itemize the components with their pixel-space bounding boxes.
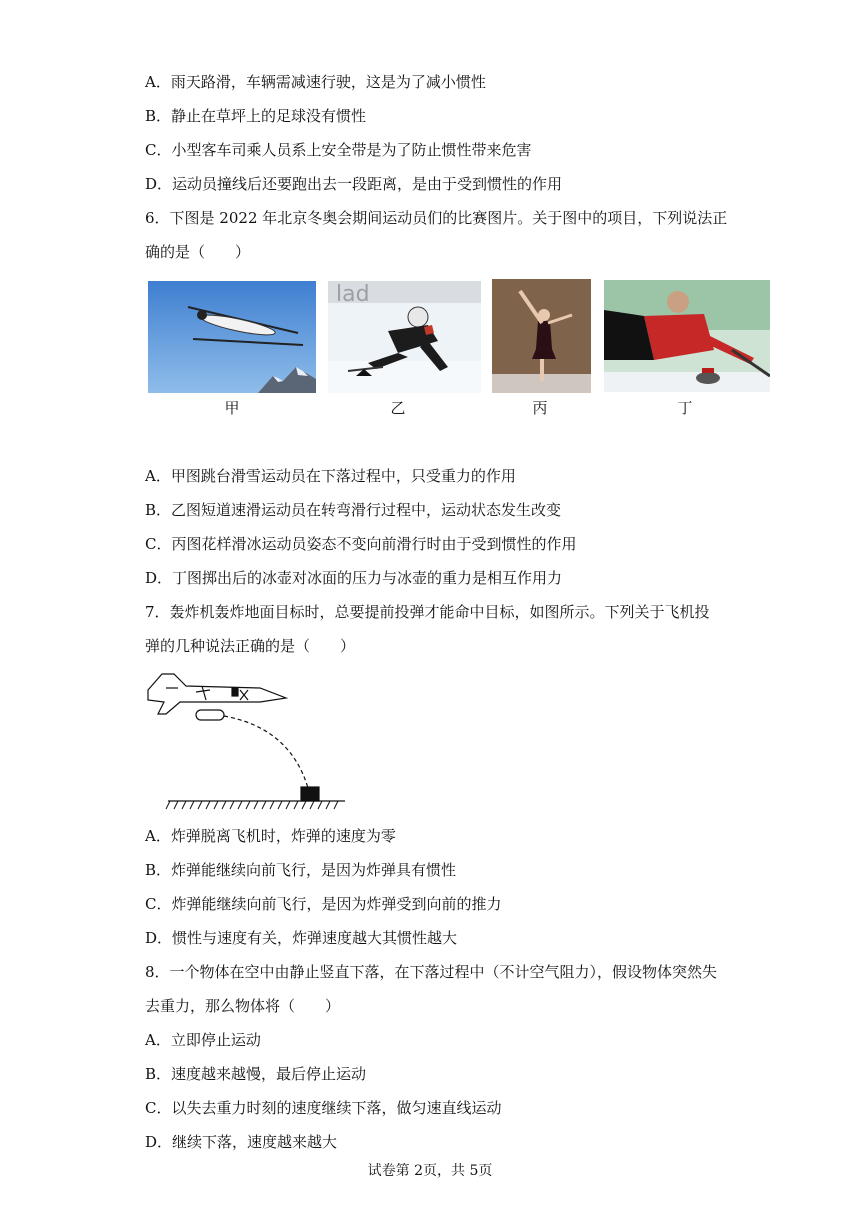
bomber-diagram — [140, 666, 360, 816]
photo-curling — [604, 280, 770, 392]
caption-bing: 丙 — [532, 399, 548, 417]
q6-stem-line1: 6．下图是 2022 年北京冬奥会期间运动员们的比赛图片。关于图中的项目，下列说法正 — [145, 209, 728, 227]
q7-option-c: C．炸弹能继续向前飞行，是因为炸弹受到向前的推力 — [145, 895, 502, 913]
q5-option-b: B．静止在草坪上的足球没有惯性 — [145, 107, 367, 125]
q7-option-b: B．炸弹能继续向前飞行，是因为炸弹具有惯性 — [145, 861, 457, 879]
photo-ski-jump — [148, 281, 316, 393]
q8-option-d: D．继续下落，速度越来越大 — [145, 1133, 338, 1151]
q6-option-b: B．乙图短道速滑运动员在转弯滑行过程中，运动状态发生改变 — [145, 501, 562, 519]
q8-stem-line2: 去重力，那么物体将（ ） — [145, 997, 341, 1015]
q8-option-b: B．速度越来越慢，最后停止运动 — [145, 1065, 367, 1083]
q7-stem-line1: 7．轰炸机轰炸地面目标时，总要提前投弹才能命中目标，如图所示。下列关于飞机投 — [145, 603, 710, 621]
photo-figure-skating — [492, 279, 591, 393]
q6-option-c: C．丙图花样滑冰运动员姿态不变向前滑行时由于受到惯性的作用 — [145, 535, 577, 553]
q8-stem-line1: 8．一个物体在空中由静止竖直下落，在下落过程中（不计空气阻力），假设物体突然失 — [145, 963, 718, 981]
q5-option-c: C．小型客车司乘人员系上安全带是为了防止惯性带来危害 — [145, 141, 532, 159]
q6-option-a: A．甲图跳台滑雪运动员在下落过程中，只受重力的作用 — [145, 467, 516, 485]
q5-option-a: A．雨天路滑，车辆需减速行驶，这是为了减小惯性 — [145, 73, 486, 91]
q8-option-a: A．立即停止运动 — [145, 1031, 261, 1049]
q5-option-d: D．运动员撞线后还要跑出去一段距离，是由于受到惯性的作用 — [145, 175, 563, 193]
caption-jia: 甲 — [224, 399, 240, 417]
q7-stem-line2: 弹的几种说法正确的是（ ） — [145, 637, 356, 655]
q7-option-d: D．惯性与速度有关，炸弹速度越大其惯性越大 — [145, 929, 458, 947]
caption-yi: 乙 — [390, 399, 406, 417]
q6-stem-line2: 确的是（ ） — [145, 243, 251, 261]
q7-option-a: A．炸弹脱离飞机时，炸弹的速度为零 — [145, 827, 396, 845]
photo-speed-skating — [328, 281, 481, 393]
q6-option-d: D．丁图掷出后的冰壶对冰面的压力与冰壶的重力是相互作用力 — [145, 569, 563, 587]
svg-text:lad: lad — [336, 282, 370, 307]
page-footer: 试卷第 2页，共 5页 — [367, 1163, 493, 1179]
caption-ding: 丁 — [677, 399, 693, 417]
q8-option-c: C．以失去重力时刻的速度继续下落，做匀速直线运动 — [145, 1099, 502, 1117]
